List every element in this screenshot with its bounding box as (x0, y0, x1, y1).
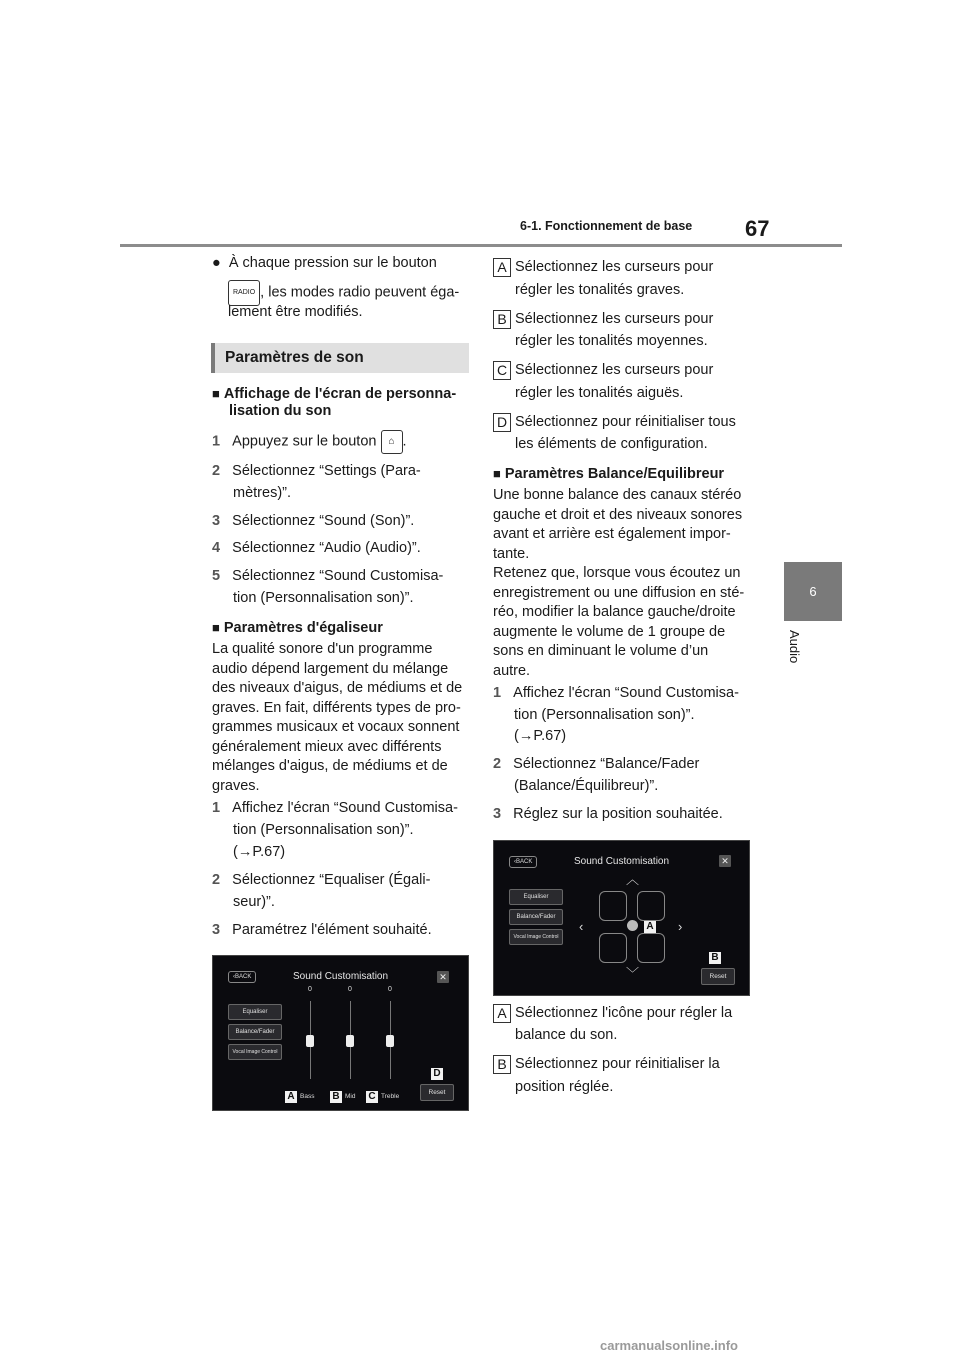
menu-equaliser[interactable]: Equaliser (228, 1004, 282, 1020)
equaliser-screenshot (212, 955, 469, 1111)
item2-a-text-2: balance du son. (515, 1027, 618, 1043)
step-5: 5 Sélectionnez “Sound Customisa- (212, 568, 444, 584)
chevron-right-icon[interactable]: › (678, 919, 683, 934)
menu-balance-fader[interactable]: Balance/Fader (509, 909, 563, 925)
item2-letter-b: B (493, 1055, 511, 1074)
seat-rear-left (599, 933, 627, 963)
bass-slider-knob[interactable] (306, 1035, 314, 1047)
menu-balance-fader[interactable]: Balance/Fader (228, 1024, 282, 1040)
subheading-display: ■ Affichage de l'écran de personna- (212, 386, 457, 402)
eq-step-1: 1 Affichez l'écran “Sound Customisa- (212, 800, 458, 816)
square-bullet-icon: ■ (212, 386, 220, 401)
callout-b: B (330, 1091, 342, 1103)
chapter-label: Audio (787, 630, 802, 664)
step-2: 2 Sélectionnez “Settings (Para- (212, 463, 421, 479)
menu-vocal-image[interactable]: Vocal Image Control (509, 929, 563, 945)
callout-c: C (366, 1091, 378, 1103)
close-icon[interactable]: ✕ (437, 971, 449, 983)
subheading-equaliser: ■ Paramètres d'égaliseur (212, 620, 383, 636)
section-header: 6-1. Fonctionnement de base (520, 219, 693, 233)
chevron-up-icon[interactable]: ︿ (626, 872, 640, 887)
bal-step-2: 2 Sélectionnez “Balance/Fader (493, 756, 700, 772)
step-3: 3 Sélectionnez “Sound (Son)”. (212, 513, 415, 529)
mid-label: Mid (345, 1093, 356, 1100)
seat-front-left (599, 891, 627, 921)
bal-step-2-cont: (Balance/Équilibreur)”. (514, 778, 659, 794)
item2-a-text: Sélectionnez l'icône pour régler la (515, 1005, 733, 1021)
subheading-balance: ■ Paramètres Balance/Equilibreur (493, 466, 725, 482)
callout-a: A (285, 1091, 297, 1103)
screen-title: Sound Customisation (293, 971, 389, 982)
paragraph-equaliser: La qualité sonore d'un programme audio dépend largement du mélange des niveaux d'aigus, de médiums et de graves. En fait, différents types de pro- grammes musicaux et vocaux sonnent généralement mieux avec différents mélanges d'aigus, de médiums et de graves. (212, 641, 463, 794)
screen-title: Sound Customisation (574, 856, 670, 867)
menu-vocal-image[interactable]: Vocal Image Control (228, 1044, 282, 1060)
section-title-box: Paramètres de son (211, 343, 469, 373)
treble-label: Treble (381, 1093, 400, 1100)
callout-d: D (431, 1068, 443, 1080)
treble-slider-knob[interactable] (386, 1035, 394, 1047)
bal-step-1-cont: tion (Personnalisation son)”. (514, 707, 695, 723)
callout-a: A (644, 921, 656, 933)
item-d-text-2: les éléments de configuration. (515, 436, 708, 452)
reset-button[interactable]: Reset (420, 1084, 454, 1101)
chevron-left-icon: ‹ (233, 974, 235, 980)
bullet-radio-line2 (228, 280, 459, 306)
balance-position-icon[interactable] (627, 920, 638, 931)
eq-step-3: 3 Paramétrez l'élément souhaité. (212, 922, 432, 938)
mid-slider-knob[interactable] (346, 1035, 354, 1047)
seat-front-right (637, 891, 665, 921)
bass-value: 0 (308, 986, 312, 993)
balance-screenshot (493, 840, 750, 996)
item2-b-text-2: position réglée. (515, 1079, 614, 1095)
callout-b: B (709, 952, 721, 964)
item-letter-c: C (493, 361, 511, 380)
back-button[interactable]: ‹BACK (228, 971, 256, 983)
subheading-display-2: lisation du son (229, 403, 332, 419)
back-button[interactable]: ‹BACK (509, 856, 537, 868)
header-rule (120, 244, 842, 247)
step-2-cont: mètres)”. (233, 485, 291, 501)
eq-step-2-cont: seur)”. (233, 894, 275, 910)
seat-rear-right (637, 933, 665, 963)
paragraph-balance: Une bonne balance des canaux stéréo gauche et droit et des niveaux sonores avant et arrière est également impor- tante. Retenez que, lorsque vous écoutez un enregistrement ou une diffusion en sté- réo, modifier la balance gauche/droite augmente le volume de 1 groupe de sons en diminuant le volume d’un autre. (493, 487, 745, 679)
item-b-text-2: régler les tonalités moyennes. (515, 333, 708, 349)
bullet-text: À chaque pression sur le bouton (228, 255, 437, 271)
item-c-text-2: régler les tonalités aiguës. (515, 385, 684, 401)
bass-label: Bass (300, 1093, 315, 1100)
radio-button-icon: RADIO (228, 280, 260, 306)
step-text: Appuyez sur le bouton (232, 433, 377, 450)
item2-b-text: Sélectionnez pour réinitialiser la (515, 1056, 720, 1072)
eq-step-2: 2 Sélectionnez “Equaliser (Égali- (212, 872, 431, 888)
reset-button[interactable]: Reset (701, 968, 735, 985)
chevron-left-icon: ‹ (514, 859, 516, 865)
item-d-text: Sélectionnez pour réinitialiser tous (515, 414, 736, 430)
bullet-dot: ● (212, 255, 229, 271)
mid-value: 0 (348, 986, 352, 993)
bullet-text-2: , les modes radio peuvent éga- (260, 284, 460, 301)
step-number: 1 (212, 433, 221, 450)
bullet-radio (212, 254, 437, 274)
item-b-text: Sélectionnez les curseurs pour (515, 311, 714, 327)
item-letter-d: D (493, 413, 511, 432)
item-letter-b: B (493, 310, 511, 329)
item-a-text-2: régler les tonalités graves. (515, 282, 685, 298)
chapter-tab: 6 (784, 562, 842, 621)
step-5-cont: tion (Personnalisation son)”. (233, 590, 414, 606)
menu-equaliser[interactable]: Equaliser (509, 889, 563, 905)
home-button-icon: ⌂ (381, 430, 403, 454)
step-1: 1 Appuyez sur le bouton ⌂ . (212, 430, 407, 454)
bullet-radio-line3: lement être modifiés. (228, 304, 363, 320)
close-icon[interactable]: ✕ (719, 855, 731, 867)
chevron-down-icon[interactable]: ﹀ (626, 966, 640, 981)
square-bullet-icon: ■ (493, 466, 501, 481)
treble-value: 0 (388, 986, 392, 993)
eq-step-1-ref[interactable]: (→P.67) (233, 844, 286, 860)
bal-step-3: 3 Réglez sur la position souhaitée. (493, 806, 723, 822)
bal-step-1-ref[interactable]: (→P.67) (514, 728, 567, 744)
eq-step-1-cont: tion (Personnalisation son)”. (233, 822, 414, 838)
step-4: 4 Sélectionnez “Audio (Audio)”. (212, 540, 421, 556)
item-letter-a: A (493, 258, 511, 277)
chevron-left-icon[interactable]: ‹ (579, 919, 584, 934)
page-number: 67 (745, 216, 770, 241)
bal-step-1: 1 Affichez l'écran “Sound Customisa- (493, 685, 739, 701)
item-c-text: Sélectionnez les curseurs pour (515, 362, 714, 378)
square-bullet-icon: ■ (212, 620, 220, 635)
item2-letter-a: A (493, 1004, 511, 1023)
item-a-text: Sélectionnez les curseurs pour (515, 259, 714, 275)
watermark: carmanualsonline.info (600, 1338, 738, 1353)
